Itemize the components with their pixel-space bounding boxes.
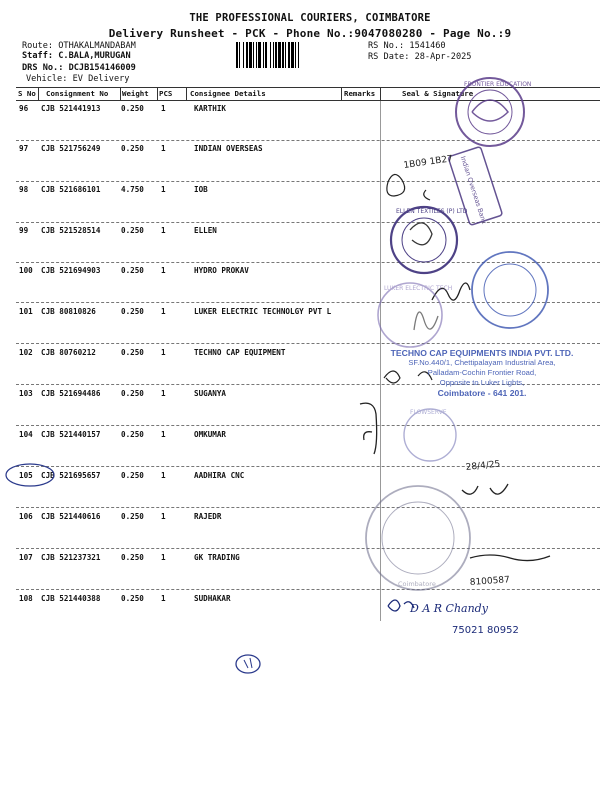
ellen-stamp-text: ELLEN TEXTILES (P) LTD (396, 208, 468, 215)
omkumar-signature (360, 403, 377, 454)
table-row: 101 CJB 80810826 0.250 1 LUKER ELECTRIC TECHNOLGY PVT L (19, 307, 332, 316)
round-company-stamp (366, 486, 470, 590)
table-row: 106 CJB 521440616 0.250 1 RAJEDR (19, 512, 222, 521)
col-divider (38, 87, 39, 101)
barcode (236, 42, 356, 68)
col-sno: S No (18, 89, 36, 98)
signature-column-rule (380, 101, 381, 621)
col-pcs: PCS (159, 89, 173, 98)
table-row: 97 CJB 521756249 0.250 1 INDIAN OVERSEAS (19, 144, 263, 153)
table-row: 108 CJB 521440388 0.250 1 SUDHAKAR (19, 594, 231, 603)
row-separator (16, 302, 600, 303)
col-weight: Weight (122, 89, 149, 98)
table-header (18, 88, 598, 100)
techno-stamp-line4: Coimbatore - 641 201. (437, 388, 527, 398)
sudhakar-sign: D A R Chandy (410, 602, 488, 615)
table-row: 99 CJB 521528514 0.250 1 ELLEN (19, 226, 217, 235)
barcode-bar (299, 42, 301, 68)
round-stamp-text: Coimbatore (398, 580, 436, 588)
table-row: 96 CJB 521441913 0.250 1 KARTHIK (19, 104, 227, 113)
iob-handnote: 1B09 1B27 (403, 154, 454, 171)
bottom-mark-stroke (244, 658, 252, 668)
techno-stamp-name: TECHNO CAP EQUIPMENTS INDIA PVT. LTD. (390, 348, 574, 358)
col-divider (341, 87, 342, 101)
header-bottom-rule (16, 100, 600, 101)
table-row: 107 CJB 521237321 0.250 1 GK TRADING (19, 553, 240, 562)
row-separator (16, 548, 600, 549)
drs-label: DRS No.: DCJB154146009 (22, 63, 136, 73)
techno-cap-stamp (382, 348, 582, 398)
hydro-signature (432, 283, 470, 300)
iob-stamp-text: Indian Overseas Bank (458, 155, 489, 226)
col-divider (186, 87, 187, 101)
luker-stamp-text: LUKER ELECTRIC TECH (384, 285, 453, 292)
col-divider (157, 87, 158, 101)
row-separator (16, 343, 600, 344)
table-row: 98 CJB 521686101 4.750 1 IOB (19, 185, 208, 194)
col-divider (120, 87, 121, 101)
table-row: 103 CJB 521694486 0.250 1 SUGANYA (19, 389, 227, 398)
flowserve-stamp-text: FLOWSERVE (410, 409, 447, 416)
row-separator (16, 140, 600, 141)
techno-stamp-line2: Palladam-Cochin Frontier Road, (427, 368, 537, 377)
row-separator (16, 589, 600, 590)
row-separator (16, 466, 600, 467)
table-row: 104 CJB 521440157 0.250 1 OMKUMAR (19, 430, 227, 439)
runsheet-title: Delivery Runsheet - PCK - Phone No.:9047080280 - Page No.:9 (108, 27, 512, 40)
route-label: Route: OTHAKALMANDABAM (22, 41, 136, 51)
phone-handnote: 8100587 (469, 575, 511, 588)
aadhira-signature (462, 484, 508, 494)
row-separator (16, 181, 600, 182)
frontier-stamp-text: FRONTIER EDUCATION (464, 81, 532, 88)
techno-stamp-line3: Opposite to Luker Lights, (439, 378, 525, 387)
col-seal: Seal & Signature (402, 89, 474, 98)
row-separator (16, 262, 600, 263)
table-row: 105 CJB 521695657 0.250 1 AADHIRA CNC (19, 471, 245, 480)
table-row: 100 CJB 521694903 0.250 1 HYDRO PROKAV (19, 266, 249, 275)
ellen-stamp (391, 207, 468, 273)
rs-no-label: RS No.: 1541460 (368, 41, 446, 51)
sudhakar-phone: 75021 80952 (452, 625, 519, 636)
row-separator (16, 222, 600, 223)
col-divider (380, 87, 381, 101)
col-consignee: Consignee Details (190, 89, 266, 98)
bottom-mark (236, 655, 260, 673)
company-title: THE PROFESSIONAL COURIERS, COIMBATORE (189, 12, 431, 24)
col-remarks: Remarks (344, 89, 376, 98)
table-row: 102 CJB 80760212 0.250 1 TECHNO CAP EQUIPMENT (19, 348, 286, 357)
col-consignment: Consignment No (46, 89, 109, 98)
techno-stamp-line1: SF.No.440/1, Chettipalayam Industrial Area, (408, 358, 556, 367)
row-separator (16, 425, 600, 426)
vehicle-label: Vehicle: EV Delivery (26, 74, 130, 84)
date-handnote: 28/4/25 (465, 459, 501, 473)
row-separator (16, 507, 600, 508)
staff-label: Staff: C.BALA,MURUGAN (22, 51, 131, 61)
rs-date-label: RS Date: 28-Apr-2025 (368, 52, 472, 62)
